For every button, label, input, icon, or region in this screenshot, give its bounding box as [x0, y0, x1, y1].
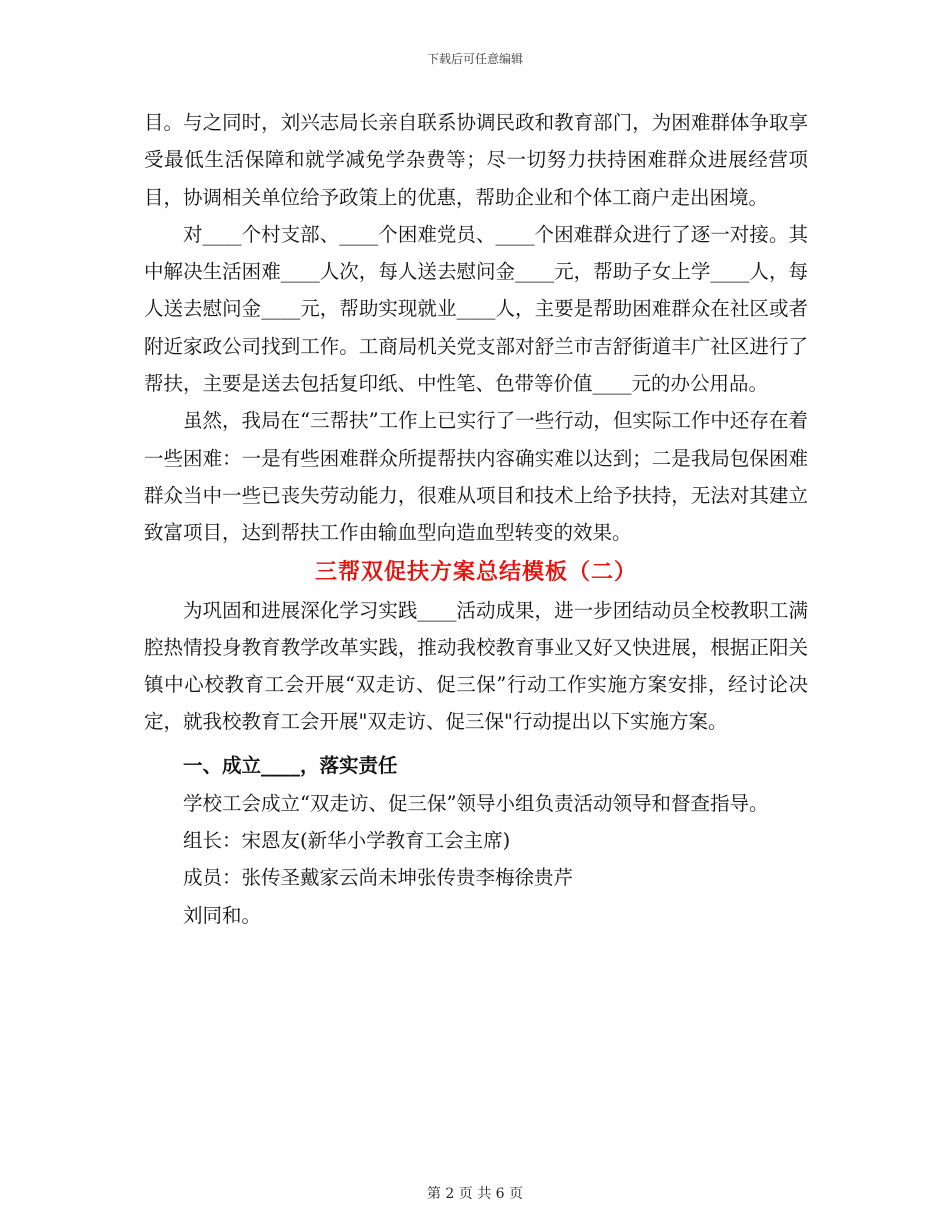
paragraph-continuation: 目。与之同时，刘兴志局长亲自联系协调民政和教育部门，为困难群体争取享受最低生活保障和就学减免学杂费等；尽一切努力扶持困难群众进展经营项目，协调相关单位给予政策上的优惠，帮助企业和个体工商户走出困境。	[144, 111, 808, 209]
leader-line: 组长：宋恩友(新华小学教育工会主席)	[183, 829, 511, 853]
sub-heading: 一、成立____，落实责任	[183, 753, 398, 777]
paragraph-difficulties: 虽然，我局在“三帮扶”工作上已实行了一些行动，但实际工作中还存在着一些困难：一是有些困难群众所提帮扶内容确实难以达到；二是我局包保困难群众当中一些已丧失劳动能力，很难从项目和技术上给予扶持，无法对其建立致富项目，达到帮扶工作由输血型向造血型转变的效果。	[144, 409, 808, 545]
page-header: 下载后可任意编辑	[426, 52, 523, 66]
members-continuation: 刘同和。	[183, 903, 262, 927]
document-body	[144, 104, 808, 934]
paragraph-assistance: 对____个村支部、____个困难党员、____个困难群众进行了逐一对接。其中解决生活困难____人次，每人送去慰问金____元，帮助子女上学____人，每人送去慰问金____元，帮助实现就业____人，主要是帮助困难群众在社区或者附近家政公司找到工作。工商局机关党支部对舒兰市吉舒街道丰广社区进行了帮扶，主要是送去包括复印纸、中性笔、色带等价值____元的办公用品。	[144, 222, 808, 396]
paragraph-group: 学校工会成立“双走访、促三保”领导小组负责活动领导和督查指导。	[183, 791, 769, 815]
paragraph-intro: 为巩固和进展深化学习实践____活动成果，进一步团结动员全校教职工满腔热情投身教育教学改革实践，推动我校教育事业又好又快进展，根据正阳关镇中心校教育工会开展“双走访、促三保”行动工作实施方案安排，经讨论决定，就我校教育工会开展"双走访、促三保"行动提出以下实施方案。	[144, 598, 808, 734]
page-footer: 第 2 页 共 6 页	[426, 1186, 524, 1202]
members-line: 成员：张传圣戴家云尚未坤张传贵李梅徐贵芹	[183, 866, 574, 890]
section-title: 三帮双促扶方案总结模板（二）	[314, 558, 637, 585]
